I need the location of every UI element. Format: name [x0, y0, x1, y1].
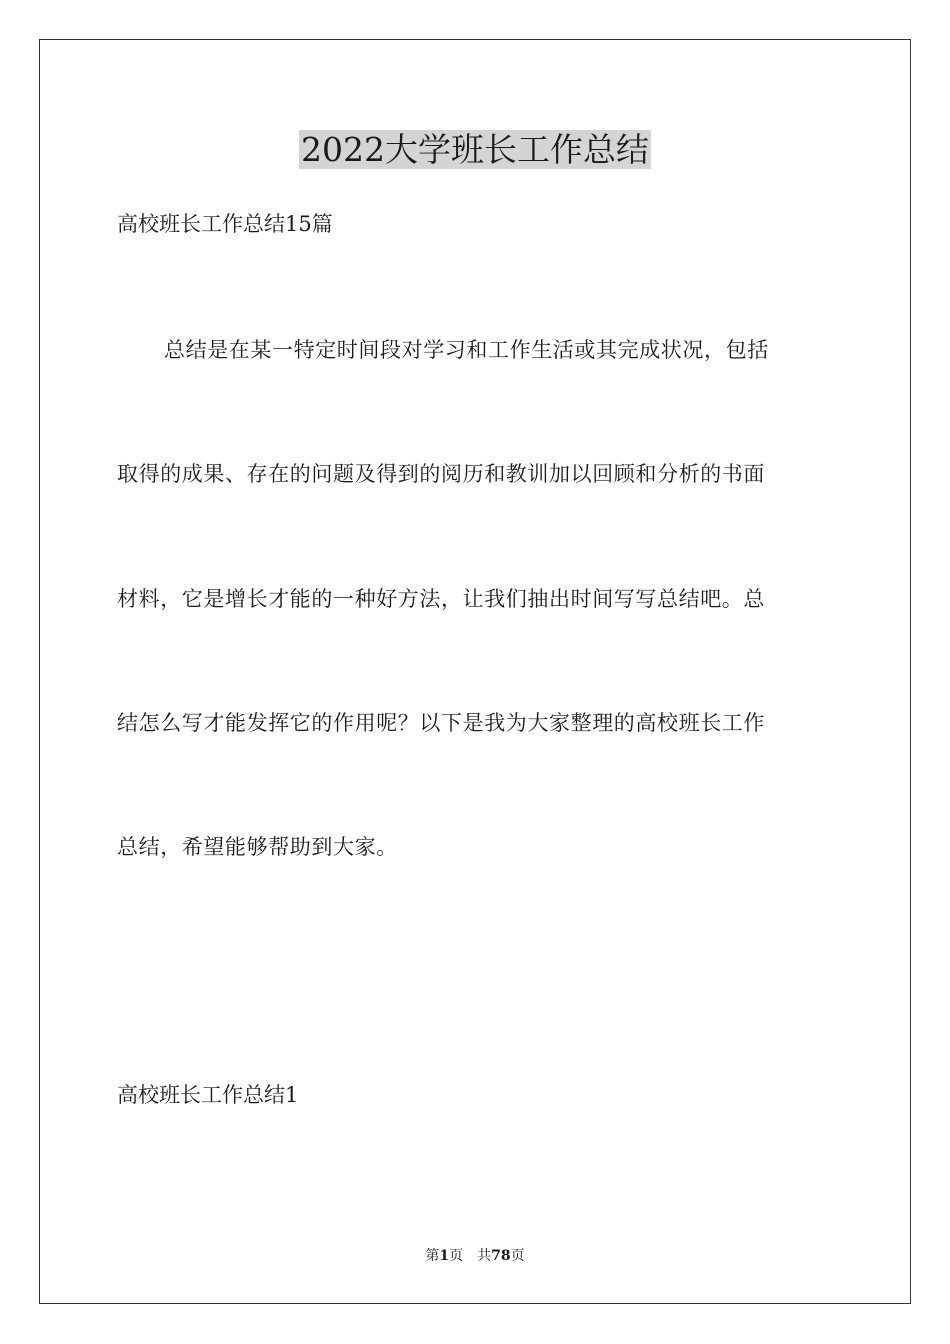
- intro-line-5: 总结，希望能够帮助到大家。: [117, 835, 398, 859]
- total-suffix: 页: [510, 1248, 525, 1264]
- intro-line-1: 总结是在某一特定时间段对学习和工作生活或其完成状况，包括: [164, 338, 769, 362]
- intro-line-2: 取得的成果、存在的问题及得到的阅历和教训加以回顾和分析的书面: [117, 462, 765, 486]
- page-prefix: 第: [425, 1248, 440, 1264]
- document-title: [0, 128, 950, 172]
- page-number: 1: [439, 1248, 450, 1264]
- intro-line-4: 结怎么写才能发挥它的作用呢？以下是我为大家整理的高校班长工作: [117, 711, 765, 735]
- document-title-text: 2022大学班长工作总结: [301, 130, 649, 169]
- page-footer: [0, 1246, 950, 1266]
- total-pages: 78: [491, 1248, 511, 1264]
- page-suffix: 页: [449, 1248, 464, 1264]
- intro-line-3: 材料，它是增长才能的一种好方法，让我们抽出时间写写总结吧。总: [117, 587, 765, 611]
- document-subtitle: 高校班长工作总结15篇: [117, 212, 333, 236]
- total-prefix: 共: [477, 1248, 492, 1264]
- section-heading: 高校班长工作总结1: [117, 1083, 299, 1107]
